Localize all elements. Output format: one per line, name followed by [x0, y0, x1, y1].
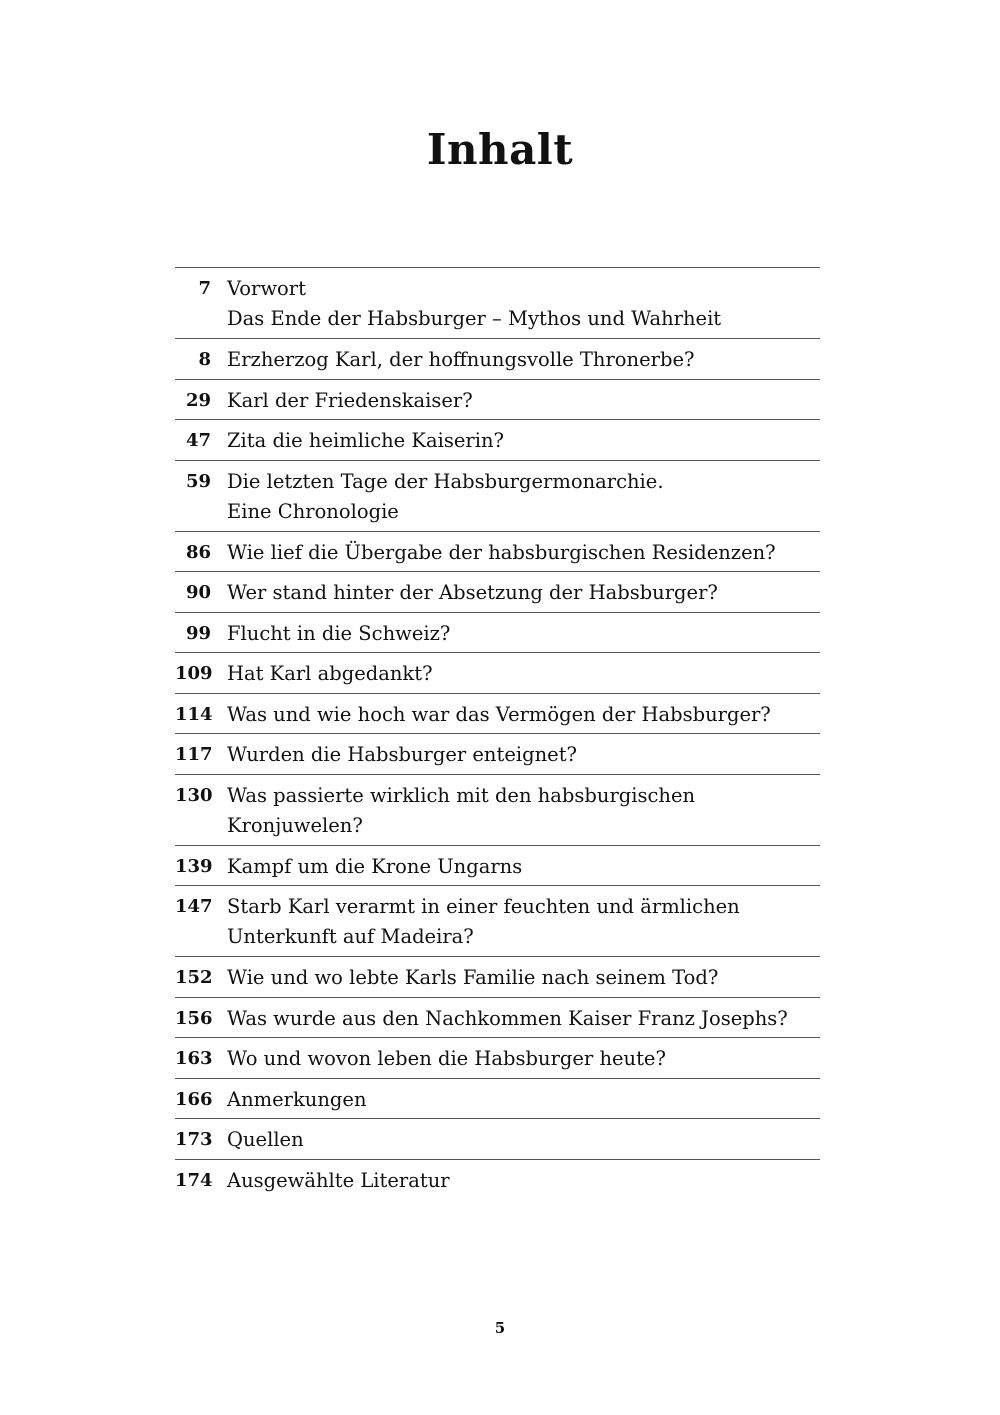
toc-entry[interactable] — [175, 532, 820, 573]
table-of-contents — [175, 267, 820, 1200]
toc-entry-title — [227, 892, 820, 952]
toc-entry-title — [227, 963, 820, 993]
toc-entry-title — [227, 1125, 820, 1155]
toc-entry-title-line: Zita die heimliche Kaiserin? — [227, 429, 504, 452]
toc-entry[interactable] — [175, 268, 820, 339]
toc-entry-title — [227, 619, 820, 649]
toc-page-number: 166 — [175, 1088, 213, 1110]
toc-entry-title-line: Die letzten Tage der Habsburgermonarchie. — [227, 469, 664, 493]
toc-entry-title-line: Anmerkungen — [227, 1087, 367, 1111]
toc-entry-title-line: Kronjuwelen? — [227, 813, 363, 837]
toc-page-number: 90 — [185, 582, 211, 603]
toc-page-number: 99 — [185, 622, 211, 644]
toc-entry-title-line: Karl der Friedenskaiser? — [227, 388, 473, 412]
toc-entry-title-line: Vorwort — [227, 277, 306, 300]
toc-entry-title-line: Flucht in die Schweiz? — [227, 621, 451, 645]
page-number: 5 — [494, 1319, 506, 1337]
toc-entry-title — [227, 1004, 820, 1034]
toc-entry[interactable] — [175, 380, 820, 421]
toc-entry-title-line: Wie lief die Übergabe der habsburgischen Residenzen? — [227, 540, 776, 564]
toc-page-number: 117 — [175, 744, 213, 765]
toc-entry-title — [227, 659, 820, 689]
toc-entry-title — [227, 700, 820, 730]
toc-entry[interactable] — [175, 339, 820, 380]
toc-entry-title — [227, 345, 820, 375]
toc-entry-title — [227, 852, 820, 882]
toc-entry[interactable] — [175, 957, 820, 998]
toc-entry-title-line: Wer stand hinter der Absetzung der Habsburger? — [227, 581, 718, 604]
toc-entry-title — [227, 386, 820, 416]
toc-entry[interactable] — [175, 572, 820, 613]
toc-page-number: 139 — [175, 855, 213, 877]
toc-entry[interactable] — [175, 420, 820, 461]
toc-entry[interactable] — [175, 1079, 820, 1120]
toc-entry-title-line: Was und wie hoch war das Vermögen der Habsburger? — [227, 702, 771, 726]
toc-page-number: 8 — [198, 349, 211, 370]
toc-entry-title — [227, 1166, 820, 1196]
toc-entry-title-line: Eine Chronologie — [227, 499, 399, 523]
toc-entry-title — [227, 740, 820, 770]
toc-entry[interactable] — [175, 1119, 820, 1160]
toc-entry-title — [227, 538, 820, 568]
toc-entry-title-line: Starb Karl verarmt in einer feuchten und ärmlichen — [227, 895, 740, 918]
toc-entry[interactable] — [175, 1038, 820, 1079]
toc-entry[interactable] — [175, 998, 820, 1039]
toc-entry-title-line: Wurden die Habsburger enteignet? — [227, 743, 577, 766]
toc-entry[interactable] — [175, 775, 820, 846]
toc-page-number: 156 — [175, 1007, 213, 1029]
toc-entry-title — [227, 274, 820, 334]
page-title: Inhalt — [426, 125, 574, 174]
toc-entry-title-line: Das Ende der Habsburger – Mythos und Wahrheit — [227, 307, 722, 330]
toc-entry[interactable] — [175, 1160, 820, 1201]
toc-page-number: 59 — [185, 470, 211, 492]
toc-entry-title-line: Was passierte wirklich mit den habsburgischen — [227, 783, 696, 807]
toc-page-number: 130 — [175, 784, 213, 806]
toc-entry[interactable] — [175, 653, 820, 694]
toc-entry[interactable] — [175, 694, 820, 735]
toc-page-number: 86 — [185, 541, 211, 563]
toc-entry-title-line: Ausgewählte Literatur — [227, 1168, 450, 1192]
toc-entry[interactable] — [175, 886, 820, 957]
toc-entry-title-line: Erzherzog Karl, der hoffnungsvolle Thronerbe? — [227, 348, 695, 371]
toc-entry-title — [227, 1044, 820, 1074]
toc-page-number: 173 — [175, 1129, 213, 1150]
toc-entry[interactable] — [175, 613, 820, 654]
toc-page-number: 152 — [175, 967, 213, 988]
toc-page-number: 147 — [175, 896, 213, 917]
toc-entry-title-line: Kampf um die Krone Ungarns — [227, 854, 523, 878]
toc-entry-title-line: Quellen — [227, 1128, 304, 1151]
toc-entry[interactable] — [175, 846, 820, 887]
toc-entry-title — [227, 1085, 820, 1115]
toc-entry-title-line: Hat Karl abgedankt? — [227, 662, 433, 685]
toc-page-number: 7 — [198, 278, 211, 299]
toc-entry-title-line: Wo und wovon leben die Habsburger heute? — [227, 1047, 666, 1070]
toc-page-number: 47 — [185, 430, 211, 451]
toc-entry-title-line: Unterkunft auf Madeira? — [227, 925, 474, 948]
toc-rows — [175, 268, 820, 1200]
toc-entry[interactable] — [175, 461, 820, 532]
toc-entry-title-line: Wie und wo lebte Karls Familie nach seinem Tod? — [227, 966, 719, 989]
toc-page-number: 109 — [175, 663, 213, 684]
toc-page-number: 29 — [185, 389, 211, 411]
toc-page-number: 174 — [175, 1169, 213, 1191]
toc-page-number: 114 — [175, 703, 213, 725]
toc-entry-title — [227, 426, 820, 456]
toc-page-number: 163 — [175, 1048, 213, 1069]
toc-entry-title — [227, 467, 820, 527]
toc-entry[interactable] — [175, 734, 820, 775]
toc-entry-title-line: Was wurde aus den Nachkommen Kaiser Franz Josephs? — [227, 1006, 788, 1030]
toc-entry-title — [227, 578, 820, 608]
toc-entry-title — [227, 781, 820, 841]
